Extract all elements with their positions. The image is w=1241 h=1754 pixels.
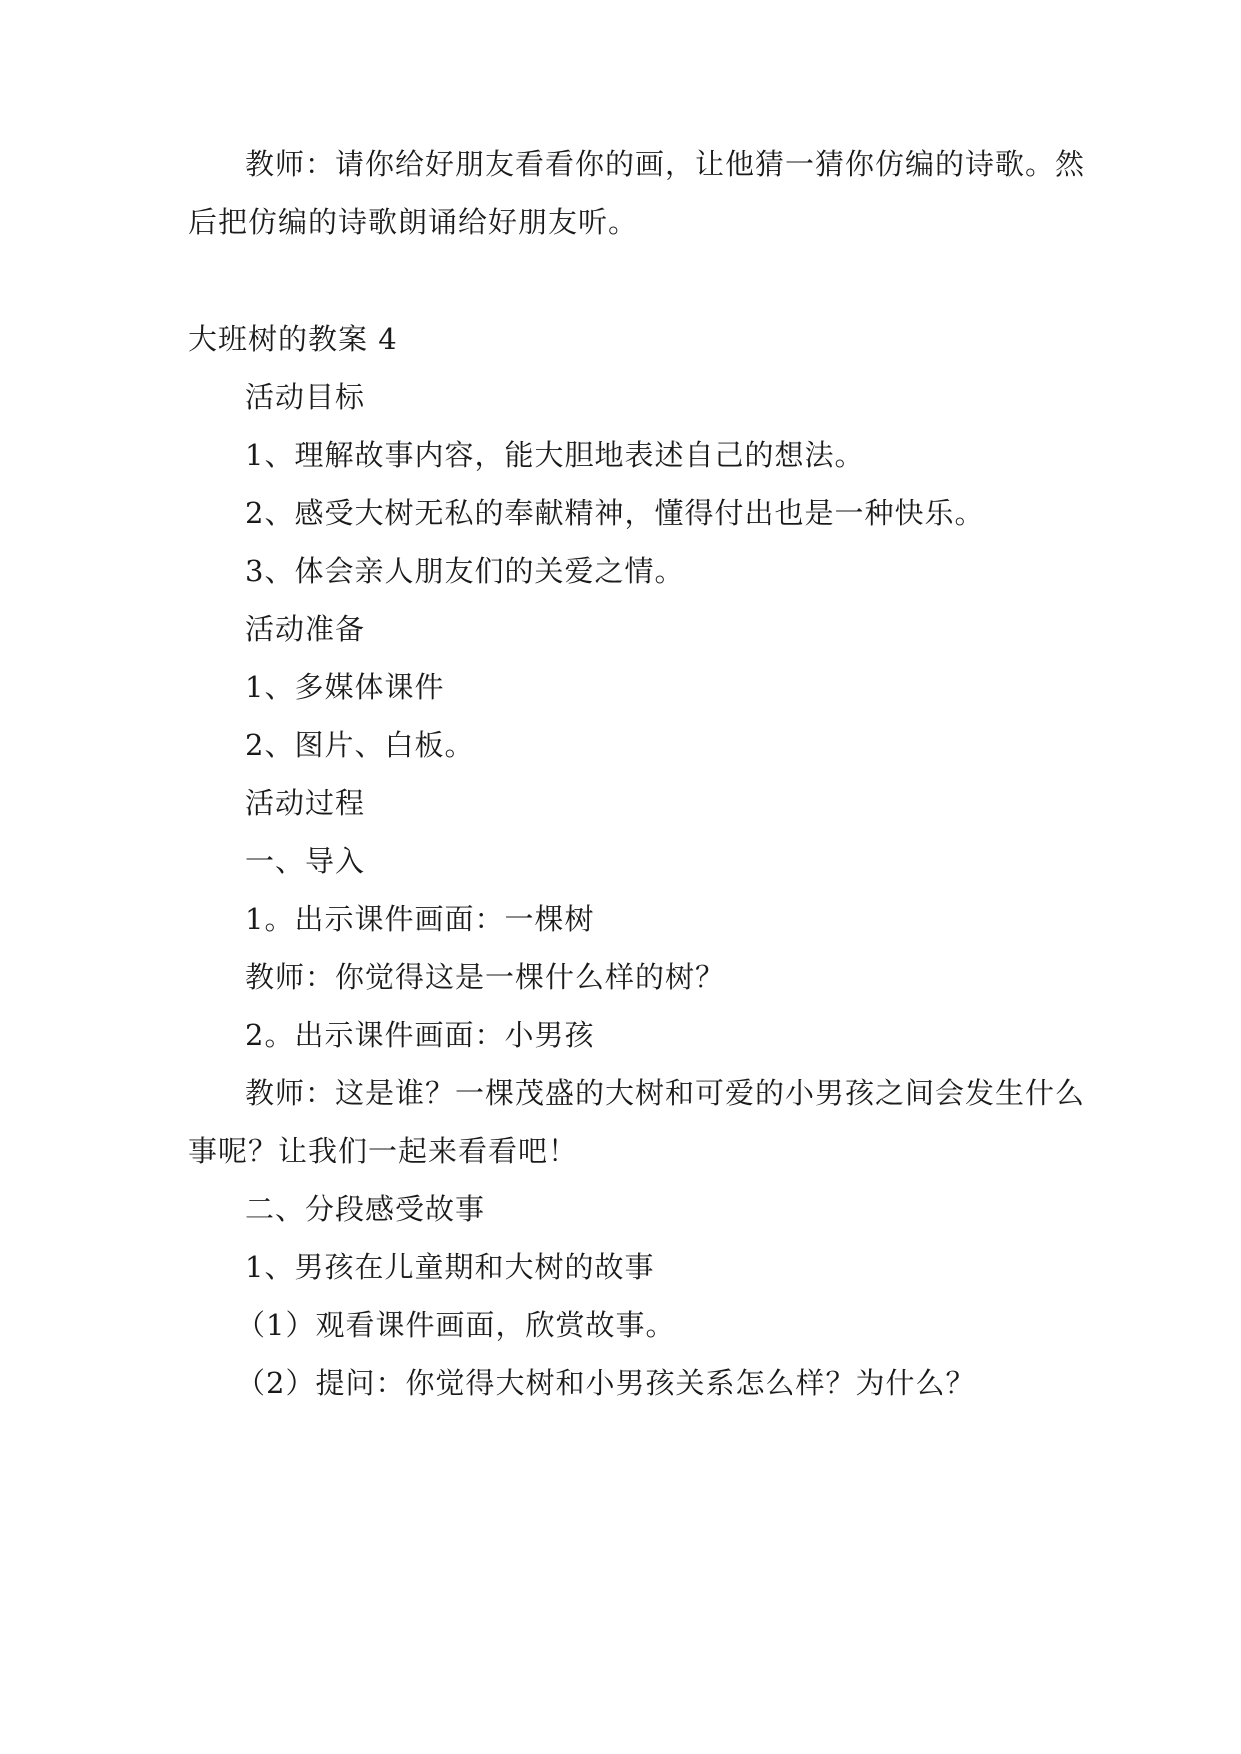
list-item: 2、图片、白板。 bbox=[245, 728, 475, 762]
list-item: 2。出示课件画面：小男孩 bbox=[245, 1018, 595, 1052]
list-item: 1、多媒体课件 bbox=[245, 670, 445, 704]
paragraph-line: 教师：你觉得这是一棵什么样的树？ bbox=[245, 960, 726, 994]
list-item: 2、感受大树无私的奉献精神，懂得付出也是一种快乐。 bbox=[245, 496, 985, 530]
list-item: 3、体会亲人朋友们的关爱之情。 bbox=[245, 554, 685, 588]
subheading-process: 活动过程 bbox=[245, 786, 366, 820]
paragraph-line: 事呢？让我们一起来看看吧！ bbox=[188, 1134, 579, 1168]
step-heading: 二、分段感受故事 bbox=[245, 1192, 486, 1226]
paragraph-line: 教师：请你给好朋友看看你的画，让他猜一猜你仿编的诗歌。然 bbox=[245, 147, 1086, 181]
list-item: 1、男孩在儿童期和大树的故事 bbox=[245, 1250, 655, 1284]
step-heading: 一、导入 bbox=[245, 844, 366, 878]
paragraph-line: 后把仿编的诗歌朗诵给好朋友听。 bbox=[188, 205, 639, 239]
section-title: 大班树的教案 4 bbox=[188, 322, 398, 356]
subheading-preparation: 活动准备 bbox=[245, 612, 366, 646]
list-item: （1）观看课件画面，欣赏故事。 bbox=[236, 1308, 676, 1342]
paragraph-line: 教师：这是谁？一棵茂盛的大树和可爱的小男孩之间会发生什么 bbox=[245, 1076, 1086, 1110]
list-item: 1。出示课件画面：一棵树 bbox=[245, 902, 595, 936]
subheading-goals: 活动目标 bbox=[245, 380, 366, 414]
list-item: 1、理解故事内容，能大胆地表述自己的想法。 bbox=[245, 438, 865, 472]
list-item: （2）提问：你觉得大树和小男孩关系怎么样？为什么？ bbox=[236, 1366, 976, 1400]
